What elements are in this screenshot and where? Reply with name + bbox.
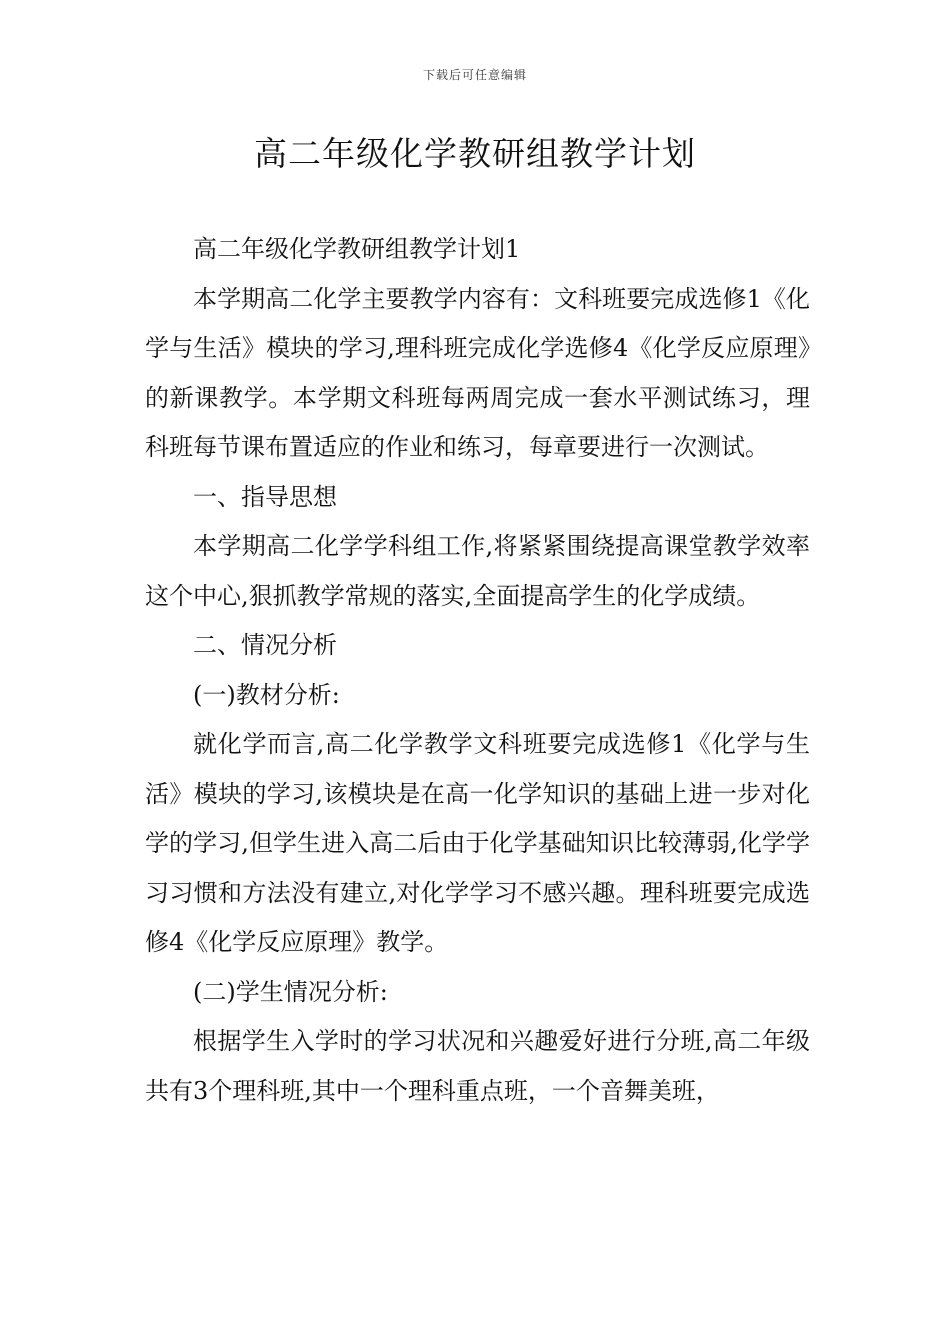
paragraph-intro: 本学期高二化学主要教学内容有：文科班要完成选修1《化学与生活》模块的学习,理科班完成化学选修4《化学反应原理》的新课教学。本学期文科班每两周完成一套水平测试练习，理科班每节课布置适应的作业和练习，每章要进行一次测试。 <box>145 284 810 461</box>
document-title: 高二年级化学教研组教学计划 <box>254 134 696 173</box>
subsection-heading-textbook-analysis: (一)教材分析: <box>193 680 340 709</box>
document-body <box>145 225 810 1116</box>
paragraph-student-analysis: 根据学生入学时的学习状况和兴趣爱好进行分班,高二年级共有3个理科班,其中一个理科重点班，一个音舞美班， <box>145 1027 810 1105</box>
subsection-heading-student-analysis: (二)学生情况分析: <box>193 977 388 1006</box>
section-heading-guiding-ideology: 一、指导思想 <box>193 482 337 511</box>
header-note: 下载后可任意编辑 <box>422 68 527 82</box>
paragraph-subtitle: 高二年级化学教研组教学计划1 <box>193 235 521 263</box>
section-heading-situation-analysis: 二、情况分析 <box>193 631 337 659</box>
paragraph-guiding-ideology: 本学期高二化学学科组工作,将紧紧围绕提高课堂教学效率这个中心,狠抓教学常规的落实,全面提高学生的化学成绩。 <box>145 532 810 610</box>
paragraph-textbook-analysis: 就化学而言,高二化学教学文科班要完成选修1《化学与生活》模块的学习,该模块是在高一化学知识的基础上进一步对化学的学习,但学生进入高二后由于化学基础知识比较薄弱,化学学习习惯和方法没有建立,对化学学习不感兴趣。理科班要完成选修4《化学反应原理》教学。 <box>145 730 810 956</box>
